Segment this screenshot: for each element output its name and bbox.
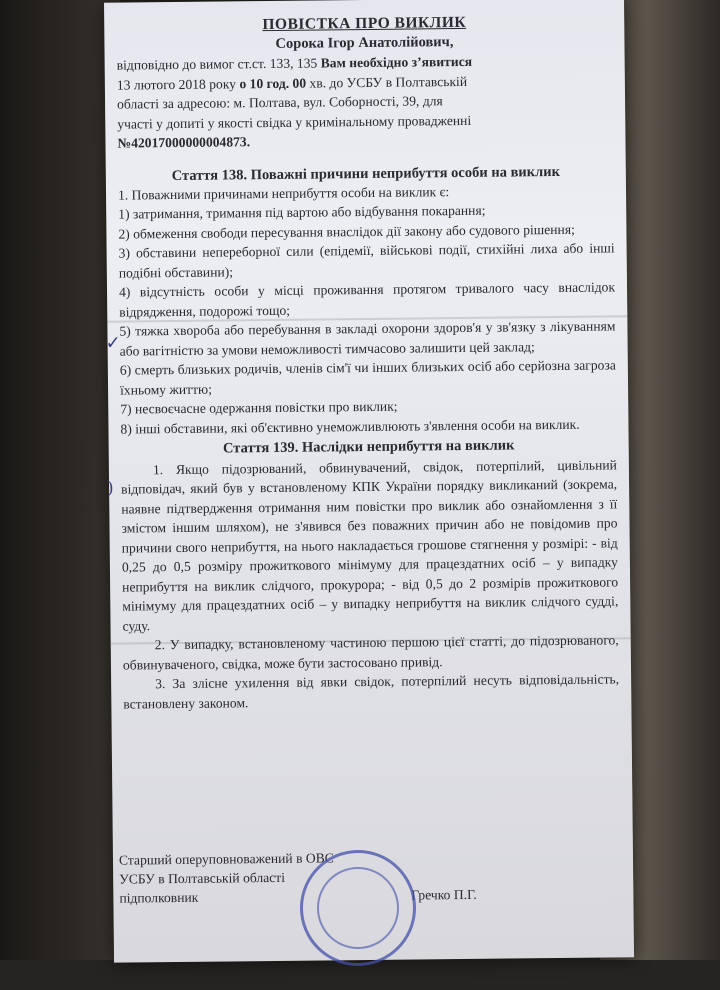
summons-paper [104, 0, 634, 963]
article-139-paragraph: 1. Якщо підозрюваний, обвинувачений, свідок, потерпілий, цивільний відповідач, який був у встановленому КПК України порядку викликаний (зокрема, наявне підтвердження отримання ним повістки про виклик або ознайомлення з її змістом іншим шляхом), не з'явився без поважних причин або не повідомив про причини свого неприбуття, на нього накладається грошове стягнення у розмірі: - від 0,25 до 0,5 розміру прожиткового мінімуму для працездатних осіб – у випадку неприбуття на виклик слідчого, прокурора; - від 0,5 до 2 розмірів прожиткового мінімуму для працездатних осіб – у випадку неприбуття на виклик слідчого судді, суду. [121, 456, 619, 634]
summons-place: хв. до УСБУ в Полтавській [306, 73, 468, 91]
signer-name: Гречко П.Г. [411, 886, 477, 903]
pen-mark-icon: ✓ [105, 332, 121, 353]
document-title: ПОВІСТКА ПРО ВИКЛИК [262, 13, 467, 34]
signature-position: Старший оперуповноважений в ОВС [118, 850, 334, 868]
article-139-heading: Стаття 139. Наслідки неприбуття на виклик [222, 437, 515, 457]
recipient-name: Сорока Ігор Анатолійович, [275, 33, 454, 52]
article-138-item: 4) відсутність особи у місці проживання протягом тривалого часу внаслідок відрядження, подорожі тощо; [118, 279, 616, 320]
article-139-paragraph: 3. За злісне ухилення від явки свідок, потерпілий несуть відповідальність, встановлену законом. [123, 671, 620, 712]
intro-address: області за адресою: м. Полтава, вул. Соборності, 39, для [116, 93, 443, 112]
article-138-item: 1) затримання, тримання під вартою або відбування покарання; [118, 202, 486, 222]
article-138-item: 5) тяжка хвороба або перебування в закладі охорони здоров'я у зв'язку з лікуванням або вагітністю за умови неможливості тимчасово залишити цей заклад; [119, 318, 616, 359]
case-number: №42017000000004873. [117, 134, 251, 151]
intro-text: відповідно до вимог ст.ст. 133, 135 [116, 55, 321, 73]
article-138-item: 1. Поважними причинами неприбуття особи на виклик є: [117, 183, 450, 203]
article-138-item: 7) несвоєчасне одержання повістки про виклик; [120, 398, 398, 417]
intro-purpose: участі у допиті у якості свідка у кримінальному провадженні [117, 112, 472, 132]
summons-time: о 10 год. 00 [239, 75, 307, 91]
intro-paragraph [117, 50, 614, 153]
article-138-item: 3) обставини непереборної сили (епідемії, військові події, стихійні лиха або інші подібні обставини); [118, 240, 615, 281]
intro-emphasis: Вам необхідно з’явитися [320, 53, 473, 71]
background-left [0, 0, 120, 960]
pen-mark-icon: ) [106, 476, 114, 497]
article-139-paragraph: 2. У випадку, встановленому частиною першою цієї статті, до підозрюваного, обвинуваченого, свідка, може бути застосовано привід. [122, 632, 619, 673]
signature-rank: підполковник [119, 889, 199, 906]
signature-department: УСБУ в Полтавській області [119, 869, 286, 887]
summons-date: 13 лютого 2018 року [116, 75, 240, 93]
document-body [116, 11, 619, 713]
article-138-item: 2) обмеження свободи пересування внаслідок дії закону або судового рішення; [118, 221, 575, 242]
article-138-item: 6) смерть близьких родичів, членів сім'ї чи інших близьких осіб або серйозна загроза їхньому життю; [119, 357, 616, 398]
article-138-item: 8) інші обставини, які об'єктивно унеможливлюють з'явлення особи на виклик. [120, 416, 580, 437]
article-138-heading: Стаття 138. Поважні причини неприбуття особи на виклик [171, 163, 560, 184]
